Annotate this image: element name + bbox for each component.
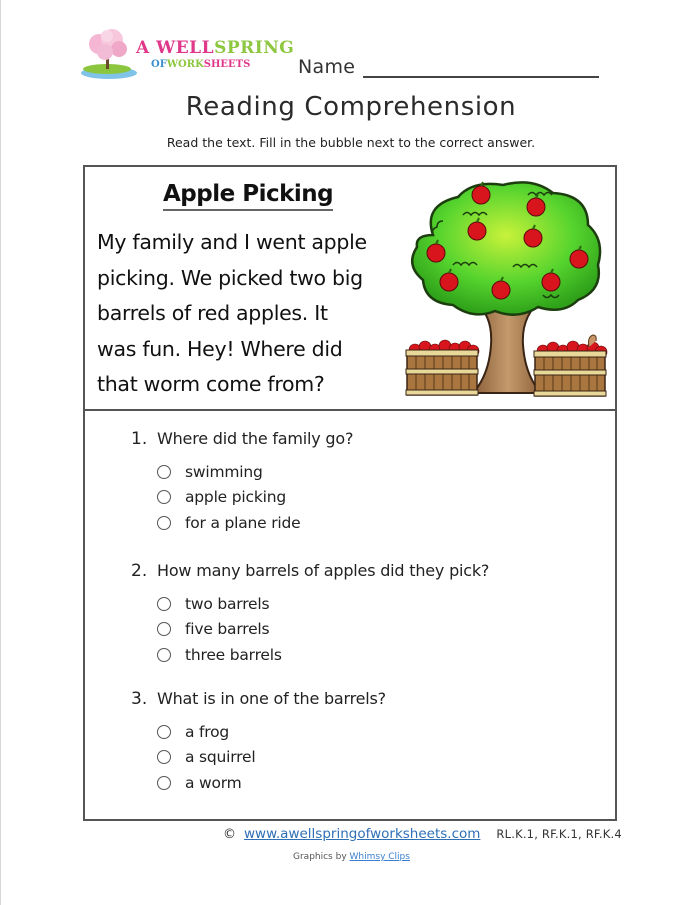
whimsy-clips-link[interactable]: Whimsy Clips xyxy=(349,852,410,862)
apple-tree-illustration xyxy=(403,175,609,401)
story-line: My family and I went apple xyxy=(97,230,367,254)
answer-option[interactable] xyxy=(157,617,489,643)
answer-option[interactable] xyxy=(157,770,386,796)
story-line: picking. We picked two big xyxy=(97,265,363,290)
question-1 xyxy=(131,429,353,536)
copyright-icon: © xyxy=(223,826,236,842)
radio-bubble[interactable] xyxy=(157,516,171,530)
logo-work: WORK xyxy=(166,59,204,70)
graphics-credit xyxy=(293,852,410,862)
radio-bubble[interactable] xyxy=(157,622,171,636)
name-blank-line[interactable] xyxy=(363,56,599,78)
website-link[interactable]: www.awellspringofworksheets.com xyxy=(244,826,481,842)
question-text: What is in one of the barrels? xyxy=(157,689,386,708)
radio-bubble[interactable] xyxy=(157,597,171,611)
footer xyxy=(223,826,622,842)
answer-option[interactable] xyxy=(157,459,353,485)
logo-well: WELL xyxy=(156,38,215,58)
worksheet-box xyxy=(83,165,617,821)
story-line: barrels of red apples. It xyxy=(97,301,328,325)
answer-option[interactable] xyxy=(157,745,386,771)
option-label: for a plane ride xyxy=(185,513,301,532)
left-barrel xyxy=(406,340,479,395)
option-label: a frog xyxy=(185,722,230,741)
logo-spring: SPRING xyxy=(214,38,295,58)
question-number: 2. xyxy=(131,561,148,581)
option-label: two barrels xyxy=(185,594,270,613)
question-number: 1. xyxy=(131,429,148,449)
name-field xyxy=(298,56,599,78)
story-line: that worm come from? xyxy=(97,372,325,396)
story-line: was fun. Hey! Where did xyxy=(97,336,343,361)
logo-sheets: SHEETS xyxy=(203,59,251,70)
instructions: Read the text. Fill in the bubble next to the correct answer. xyxy=(166,135,536,150)
answer-option[interactable] xyxy=(157,642,489,668)
logo-a: A xyxy=(136,38,157,58)
answer-option[interactable] xyxy=(157,719,386,745)
section-divider xyxy=(85,409,615,411)
right-barrel-with-worm xyxy=(534,335,607,396)
radio-bubble[interactable] xyxy=(157,648,171,662)
question-3 xyxy=(131,689,386,796)
credits-prefix: Graphics by xyxy=(293,852,350,862)
answer-option[interactable] xyxy=(157,510,353,536)
radio-bubble[interactable] xyxy=(157,490,171,504)
option-label: a worm xyxy=(185,773,242,792)
answer-option[interactable] xyxy=(157,485,353,511)
radio-bubble[interactable] xyxy=(157,725,171,739)
story-text xyxy=(97,225,387,403)
name-label: Name xyxy=(298,56,356,78)
answer-option[interactable] xyxy=(157,591,489,617)
radio-bubble[interactable] xyxy=(157,776,171,790)
site-logo xyxy=(79,26,295,84)
logo-text-top xyxy=(136,38,294,58)
question-number: 3. xyxy=(131,689,148,709)
standards-codes: RL.K.1, RF.K.1, RF.K.4 xyxy=(496,827,622,841)
logo-text-bottom xyxy=(151,59,250,70)
radio-bubble[interactable] xyxy=(157,750,171,764)
story-title: Apple Picking xyxy=(163,179,333,211)
option-label: apple picking xyxy=(185,488,286,507)
option-label: a squirrel xyxy=(185,748,256,767)
page-title: Reading Comprehension xyxy=(185,92,517,122)
logo-of: OF xyxy=(151,59,167,70)
question-text: How many barrels of apples did they pick? xyxy=(157,561,490,580)
radio-bubble[interactable] xyxy=(157,465,171,479)
option-label: three barrels xyxy=(185,645,282,664)
question-text: Where did the family go? xyxy=(157,429,354,448)
option-label: swimming xyxy=(185,462,263,481)
question-2 xyxy=(131,561,489,668)
option-label: five barrels xyxy=(185,620,270,639)
